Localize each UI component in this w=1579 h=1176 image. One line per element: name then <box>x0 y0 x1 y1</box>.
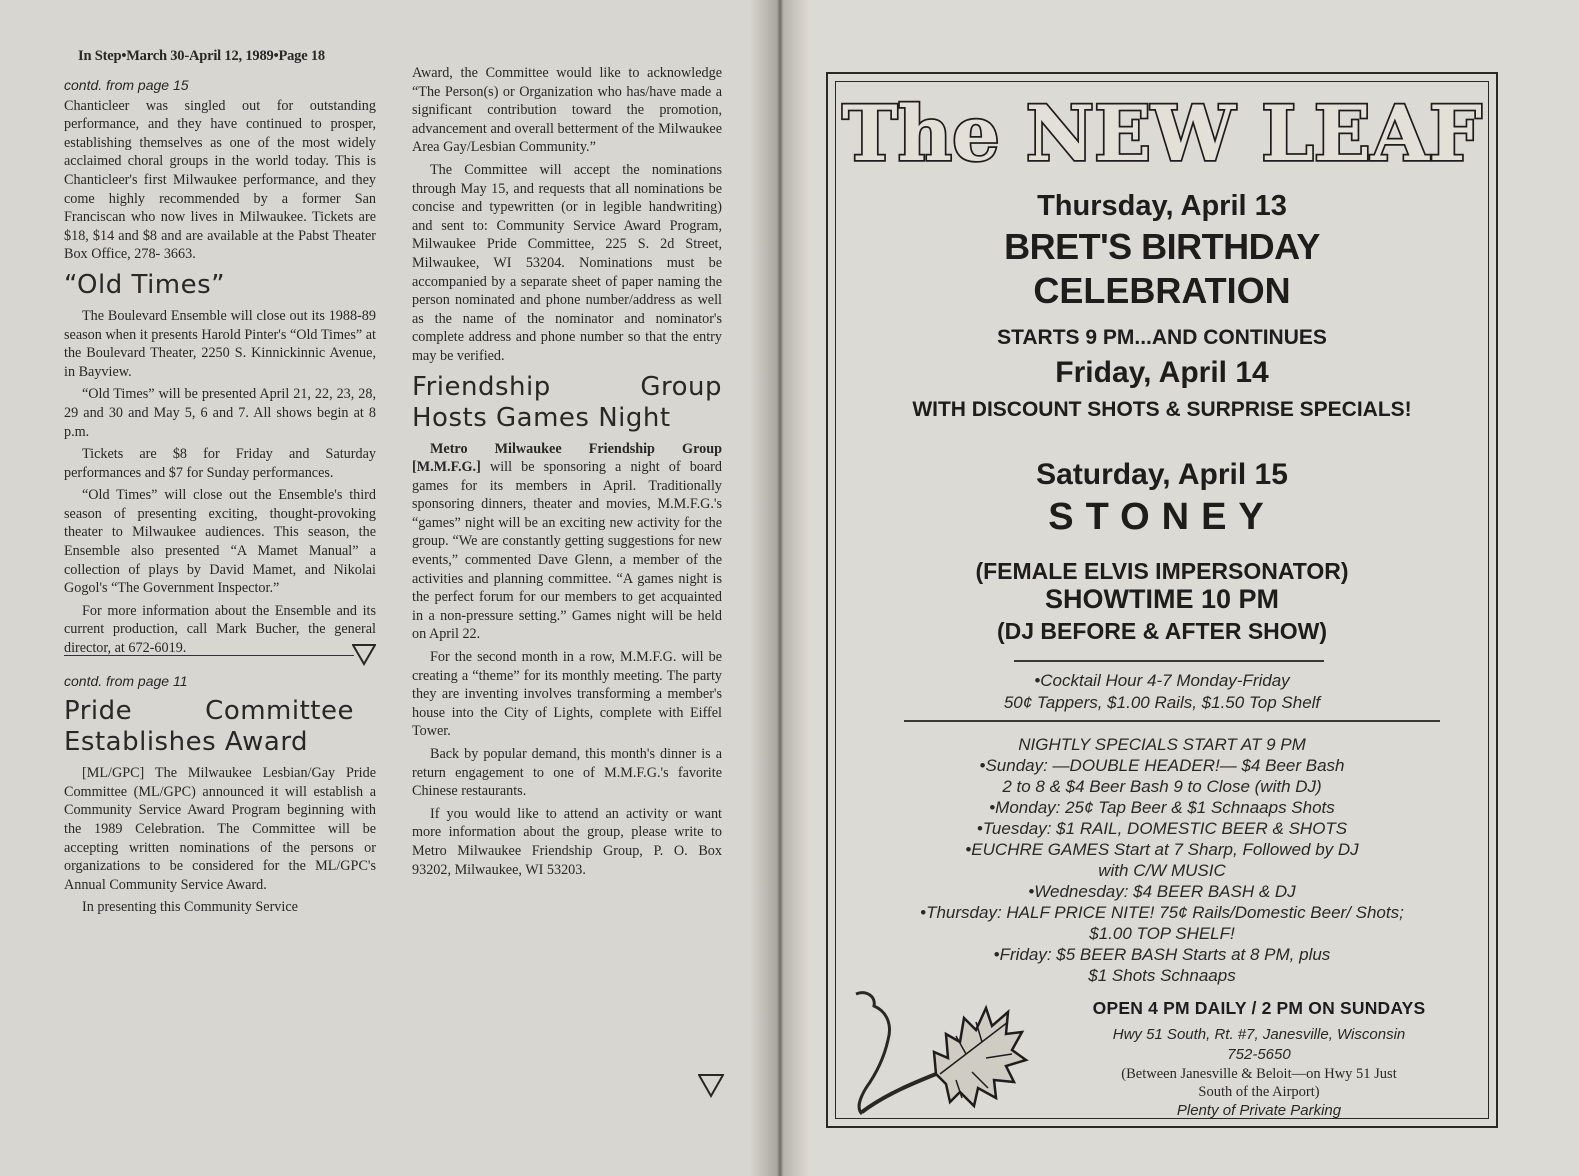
event-detail: STARTS 9 PM...AND CONTINUES <box>997 326 1327 349</box>
lead-in: Metro Milwaukee Friendship Group [M.M.F.G.] <box>412 440 722 476</box>
opening-hours: OPEN 4 PM DAILY / 2 PM ON SUNDAYS <box>1092 998 1426 1018</box>
page-gutter <box>750 0 810 1176</box>
address-line: Hwy 51 South, Rt. #7, Janesville, Wisconsin <box>1112 1026 1406 1043</box>
end-rule <box>64 655 354 656</box>
event-date: Saturday, April 15 <box>1036 458 1288 491</box>
end-mark-row <box>64 658 376 672</box>
nightly-special: •EUCHRE GAMES Start at 7 Sharp, Followed by DJ <box>965 840 1359 859</box>
cocktail-prices: 50¢ Tappers, $1.00 Rails, $1.50 Top Shelf <box>1003 693 1321 712</box>
new-leaf-advertisement <box>826 72 1498 1128</box>
parking-note: Plenty of Private Parking <box>1176 1102 1342 1119</box>
logo-text: The NEW LEAF <box>842 89 1482 176</box>
paragraph: For more information about the Ensemble and its current production, call Mark Bucher, the general director, at 672-6019. <box>64 602 376 657</box>
article-headline: “Old Times” <box>64 269 226 300</box>
directions: South of the Airport) <box>1198 1084 1320 1100</box>
nightly-special: with C/W MUSIC <box>1098 861 1226 880</box>
paragraph-text: will be sponsoring a night of board games for its members in April. Traditionally sponsoring dinners, theater and movies, M.M.F.G.'s “games” night will be an exciting new activity for the group. “We are constantly getting suggestions for new events,” commented Dave Glenn, a member of the activities and planning committee. “A games night is the perfect forum for our members to get acquainted in a non-pressure setting.” Games night will be held on April 22. <box>412 459 722 643</box>
paragraph: In presenting this Community Service <box>82 899 298 916</box>
continued-note: contd. from page 15 <box>64 77 189 93</box>
divider <box>904 720 1440 722</box>
article-headline: Pride Committee Establishes Award <box>64 696 354 758</box>
phone-number: 752-5650 <box>1227 1046 1291 1063</box>
performer-name: STONEY <box>1048 496 1276 538</box>
event-detail: (DJ BEFORE & AFTER SHOW) <box>996 618 1328 644</box>
end-triangle-icon <box>698 1074 724 1098</box>
paragraph: [ML/GPC] The Milwaukee Lesbian/Gay Pride Committee (ML/GPC) announced it will establish a Community Service Award Program beginning with the 1989 Celebration. The Committee will be accepting written nominations of the persons or organizations to be considered for the ML/GPC's Annual Community Service Award. <box>64 765 376 893</box>
nightly-special: •Tuesday: $1 RAIL, DOMESTIC BEER & SHOTS <box>976 819 1348 838</box>
paragraph: “Old Times” will close out the Ensemble's third season of presenting exciting, thought-provoking theater to Milwaukee audiences. This season, the Ensemble also presented “A Mamet Manual” a collection of plays by David Mamet, and Nikolai Gogol's “The Government Inspector.” <box>64 487 376 597</box>
event-detail: (FEMALE ELVIS IMPERSONATOR) <box>975 558 1349 584</box>
nightly-special: 2 to 8 & $4 Beer Bash 9 to Close (with DJ) <box>1002 777 1322 796</box>
continued-note: contd. from page 11 <box>64 672 188 689</box>
cocktail-hour: •Cocktail Hour 4-7 Monday-Friday <box>1034 671 1290 690</box>
paragraph: Back by popular demand, this month's dinner is a return engagement to one of M.M.F.G.'s favorite Chinese restaurants. <box>412 746 722 800</box>
divider <box>1014 660 1324 662</box>
paragraph <box>412 440 722 645</box>
page-folio: In Step•March 30-April 12, 1989•Page 18 <box>78 48 325 64</box>
paragraph: For the second month in a row, M.M.F.G. will be creating a “theme” for its monthly meeting. The party they are inventing involves transforming a member's house into the City of Lights, complete with Eiffel Tower. <box>412 649 722 740</box>
paragraph: The Boulevard Ensemble will close out its 1988-89 season when it presents Harold Pinter's “Old Times” at the Boulevard Theater, 2250 S. Kinnickinnic Avenue, in Bayview. <box>64 307 376 380</box>
nightly-special: •Friday: $5 BEER BASH Starts at 8 PM, plus <box>993 945 1331 964</box>
paragraph: The Committee will accept the nominations through May 15, and requests that all nominations be concise and typewritten (or in legible handwriting) and sent to: Community Service Award Program, Milwaukee Pride Committee, 225 S. 2d Street, Milwaukee, WI 53204. Nominations must be accompanied by a separate sheet of paper naming the person nominated and phone number/address as well as the name of the nominator and nominator's complete address and phone number so that the entry may be verified. <box>412 161 722 364</box>
paragraph: Tickets are $8 for Friday and Saturday performances and $7 for Sunday performances. <box>64 446 376 481</box>
event-date: Thursday, April 13 <box>1037 190 1287 222</box>
showtime: SHOWTIME 10 PM <box>1044 584 1280 614</box>
nightly-special: $1.00 TOP SHELF! <box>1089 924 1235 943</box>
directions: (Between Janesville & Beloit—on Hwy 51 Just <box>1121 1066 1397 1082</box>
nightly-special: •Wednesday: $4 BEER BASH & DJ <box>1028 882 1296 901</box>
paragraph: “Old Times” will be presented April 21, 22, 23, 28, 29 and 30 and May 5, 6 and 7. All shows begin at 8 p.m. <box>64 386 376 440</box>
nightly-special: •Thursday: HALF PRICE NITE! 75¢ Rails/Domestic Beer/ Shots; <box>920 903 1404 922</box>
event-detail: WITH DISCOUNT SHOTS & SURPRISE SPECIALS! <box>912 398 1412 421</box>
paragraph: If you would like to attend an activity or want more information about the group, please write to Metro Milwaukee Friendship Group, P. O. Box 93202, Milwaukee, WI 53203. <box>412 805 722 878</box>
nightly-special: $1 Shots Schnaaps <box>1088 966 1236 985</box>
new-leaf-logo <box>828 84 1496 176</box>
nightly-special: •Monday: 25¢ Tap Beer & $1 Schnaaps Shots <box>989 798 1335 817</box>
column-1 <box>64 76 376 921</box>
paragraph: Chanticleer was singled out for outstanding performance, and they have continued to prosper, establishing themselves as one of the most widely acclaimed choral groups in the world today. This is Chanticleer's first Milwaukee performance, and they come highly recommended by a former San Franciscan who now lives in Milwaukee. Tickets are $18, $14 and $8 and are available at the Pabst Theater Box Office, 278- 3663. <box>64 97 376 263</box>
event-title: BRET'S BIRTHDAY <box>1004 226 1320 267</box>
end-triangle-icon <box>352 644 376 666</box>
paragraph: Award, the Committee would like to acknowledge “The Person(s) or Organization who has/have made a significant contribution toward the promotion, advancement and overall betterment of the Milwaukee Area Gay/Lesbian Community.” <box>412 65 722 156</box>
nightly-special: •Sunday: —DOUBLE HEADER!— $4 Beer Bash <box>979 756 1345 775</box>
oak-leaf-icon <box>836 982 1036 1122</box>
event-title: CELEBRATION <box>1033 270 1291 311</box>
article-headline: Friendship Group Hosts Games Night <box>412 371 722 433</box>
column-2 <box>412 64 722 883</box>
nightly-specials: NIGHTLY SPECIALS START AT 9 PM <box>1018 735 1306 754</box>
event-date: Friday, April 14 <box>1055 356 1269 389</box>
